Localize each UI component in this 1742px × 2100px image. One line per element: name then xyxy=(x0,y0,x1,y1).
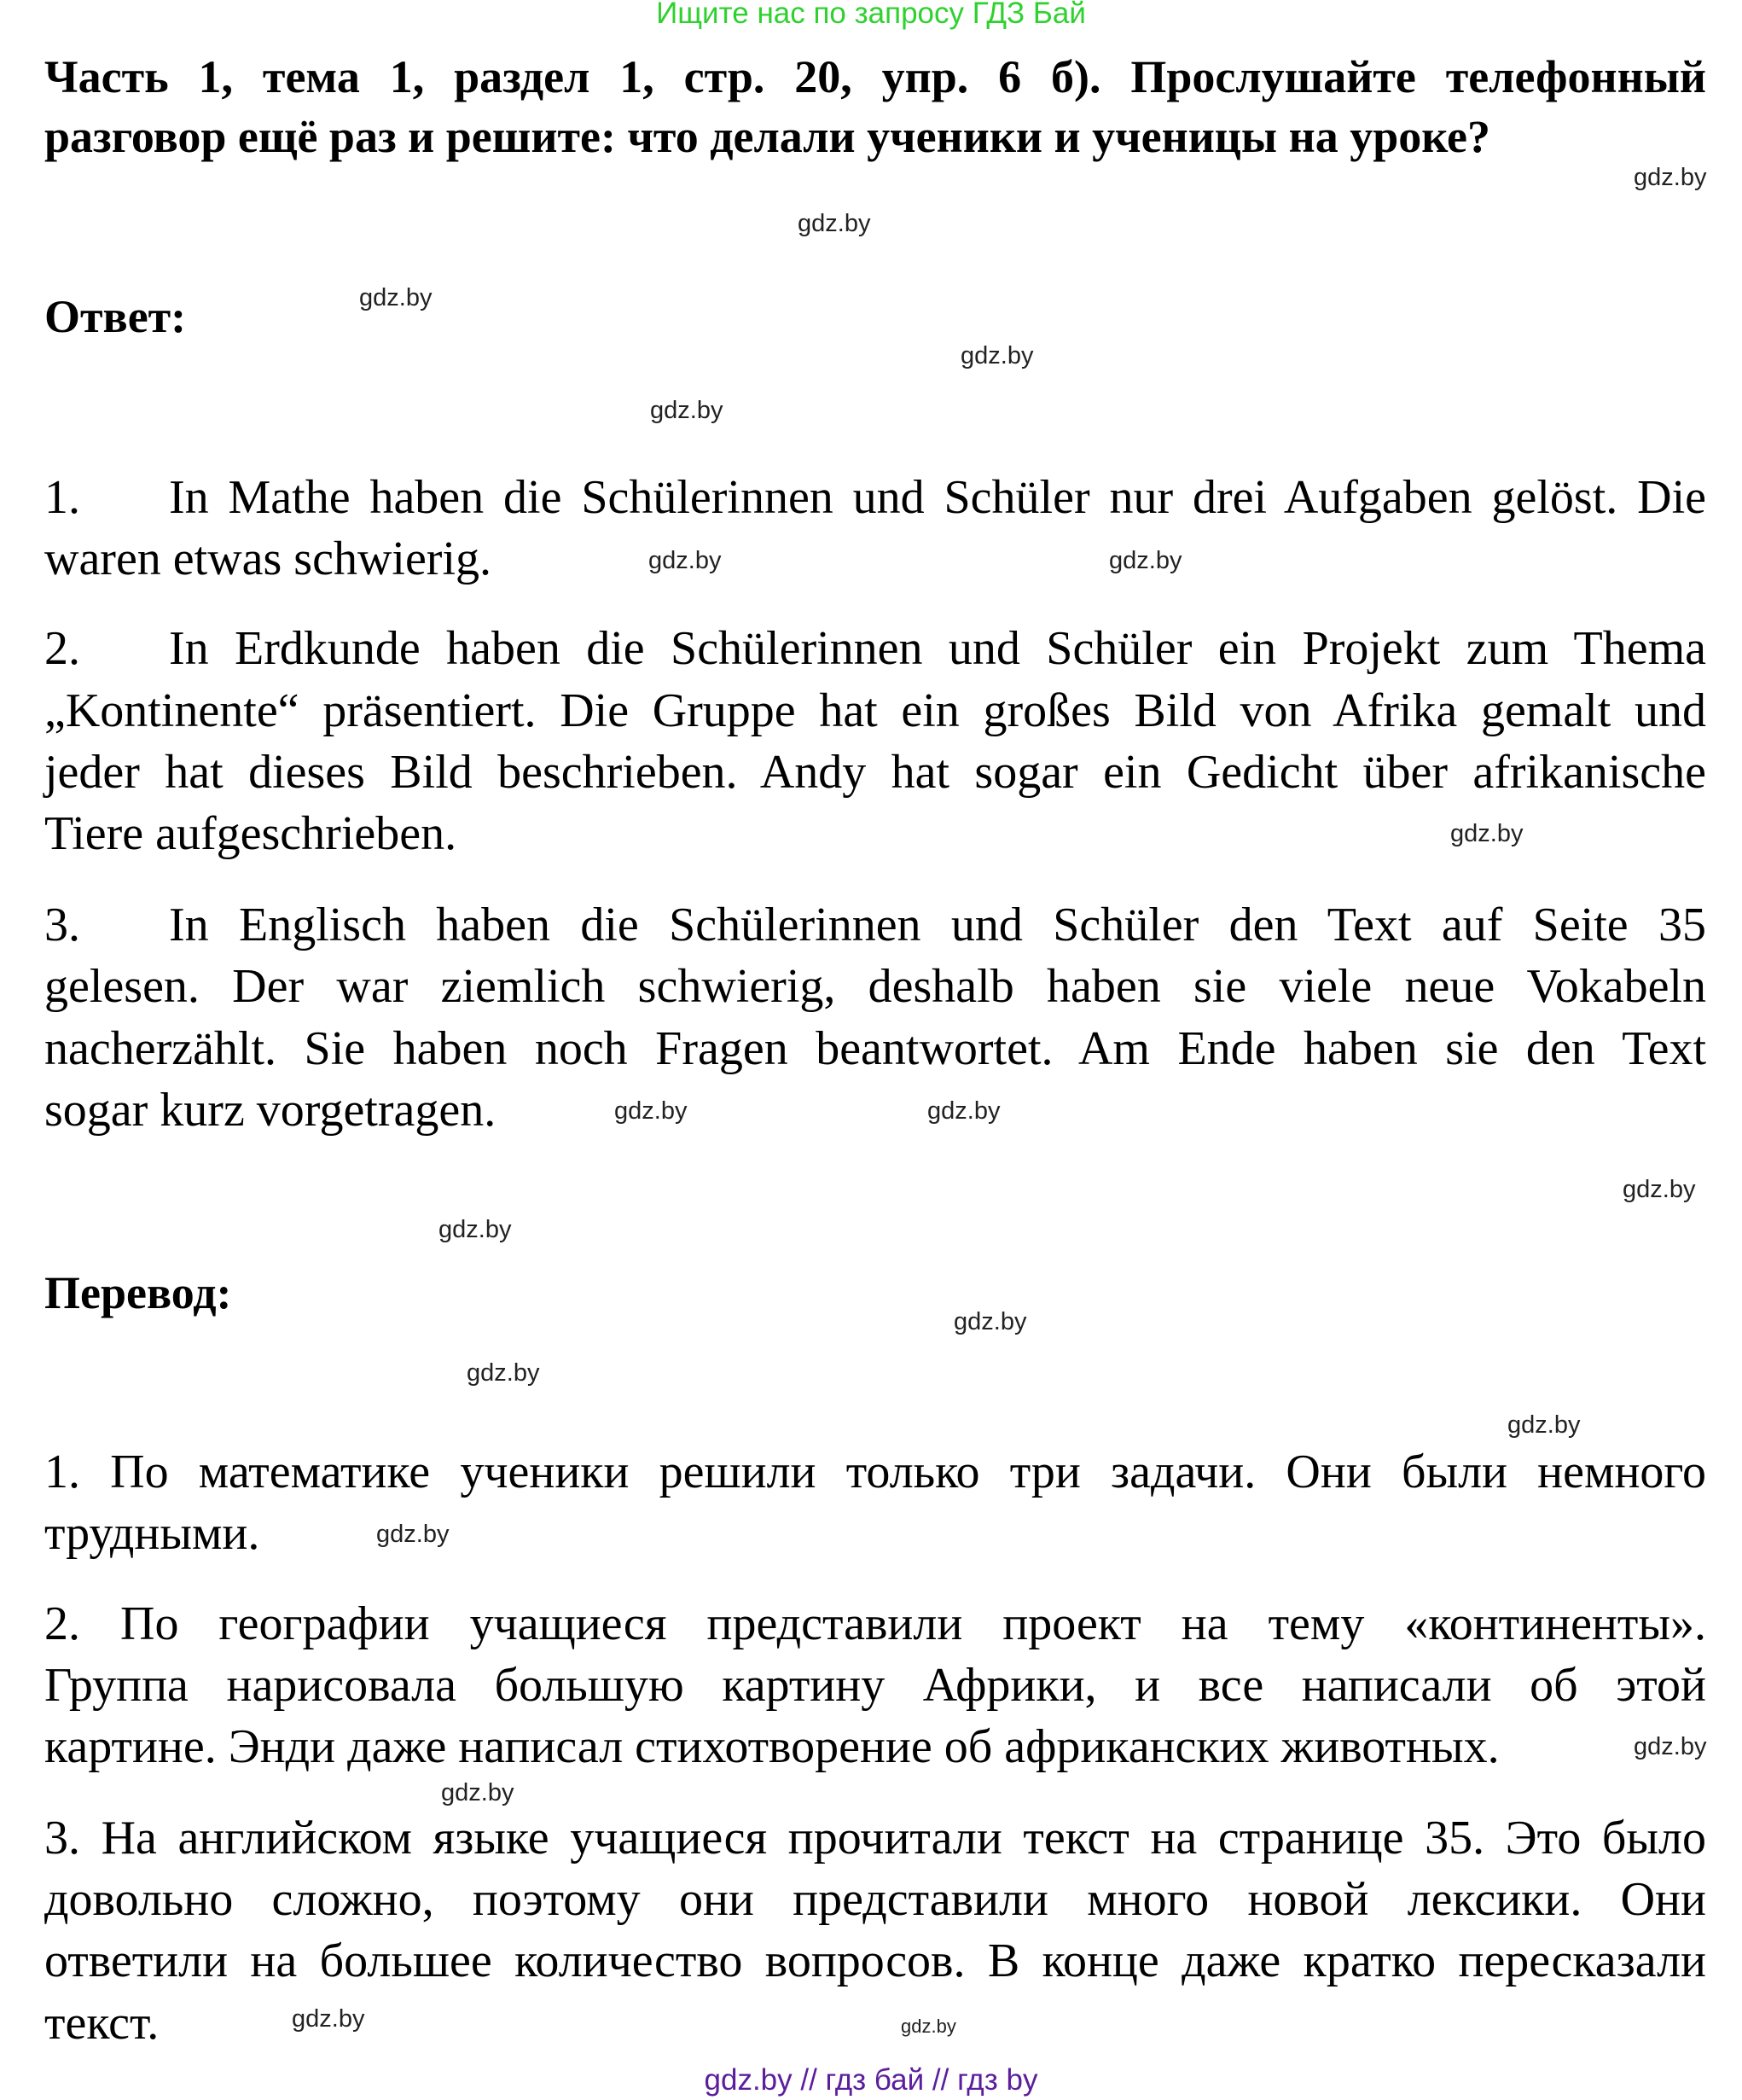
footer-links: gdz.by // гдз бай // гдз by xyxy=(704,2063,1038,2097)
watermark: gdz.by xyxy=(1623,1176,1696,1203)
watermark: gdz.by xyxy=(954,1308,1027,1335)
translation-line: Группа нарисовала большую картину Африки, и все написали об этой xyxy=(44,1659,1706,1712)
watermark: gdz.by xyxy=(1507,1411,1581,1439)
watermark: gdz.by xyxy=(359,284,433,311)
exercise-title-line: Часть 1, тема 1, раздел 1, стр. 20, упр. 6 б). Прослушайте телефонный xyxy=(44,51,1706,102)
watermark: gdz.by xyxy=(1109,547,1182,574)
watermark: gdz.by xyxy=(1450,820,1524,847)
watermark: gdz.by xyxy=(441,1779,514,1806)
watermark: gdz.by xyxy=(798,210,871,237)
search-hint-banner: Ищите нас по запросу ГДЗ Бай xyxy=(656,0,1086,30)
answer-line: gelesen. Der war ziemlich schwierig, deshalb haben sie viele neue Vokabeln xyxy=(44,960,1706,1013)
translation-line: довольно сложно, поэтому они представили много новой лексики. Они xyxy=(44,1873,1706,1926)
watermark: gdz.by xyxy=(961,342,1034,369)
answer-line: In Mathe haben die Schülerinnen und Schüler nur drei Aufgaben gelöst. Die xyxy=(169,471,1706,524)
translation-line: 3. На английском языке учащиеся прочитали текст на странице 35. Это было xyxy=(44,1812,1706,1864)
answer-line: nacherzählt. Sie haben noch Fragen beantwortet. Am Ende haben sie den Text xyxy=(44,1022,1706,1075)
watermark: gdz.by xyxy=(467,1359,540,1387)
watermark: gdz.by xyxy=(292,2005,365,2033)
translation-line: трудными. xyxy=(44,1507,260,1560)
answer-line: „Kontinente“ präsentiert. Die Gruppe hat ein großes Bild von Afrika gemalt und xyxy=(44,684,1706,737)
answer-line: In Englisch haben die Schülerinnen und Schüler den Text auf Seite 35 xyxy=(169,899,1706,951)
watermark: gdz.by xyxy=(648,547,722,574)
watermark: gdz.by xyxy=(376,1521,450,1548)
watermark: gdz.by xyxy=(927,1097,1001,1125)
watermark: gdz.by xyxy=(614,1097,688,1125)
translation-line: текст. xyxy=(44,1997,160,2050)
answer-line: Tiere aufgeschrieben. xyxy=(44,807,457,860)
translation-line: ответили на большее количество вопросов. В конце даже кратко пересказали xyxy=(44,1934,1706,1987)
answer-number: 2. xyxy=(44,622,80,675)
watermark: gdz.by xyxy=(901,2016,956,2037)
answer-line: jeder hat dieses Bild beschrieben. Andy hat sogar ein Gedicht über afrikanische xyxy=(44,746,1706,799)
answer-line: sogar kurz vorgetragen. xyxy=(44,1084,496,1137)
answer-number: 1. xyxy=(44,471,80,524)
watermark: gdz.by xyxy=(650,397,723,424)
translation-line: картине. Энди даже написал стихотворение об африканских животных. xyxy=(44,1720,1500,1773)
answer-line: In Erdkunde haben die Schülerinnen und Schüler ein Projekt zum Thema xyxy=(169,622,1706,675)
watermark: gdz.by xyxy=(1634,164,1707,191)
watermark: gdz.by xyxy=(1634,1733,1707,1760)
watermark: gdz.by xyxy=(438,1216,512,1243)
answer-line: waren etwas schwierig. xyxy=(44,532,492,585)
answer-heading: Ответ: xyxy=(44,291,187,342)
translation-line: 1. По математике ученики решили только три задачи. Они были немного xyxy=(44,1446,1706,1498)
translation-line: 2. По географии учащиеся представили проект на тему «континенты». xyxy=(44,1597,1706,1650)
answer-number: 3. xyxy=(44,899,80,951)
exercise-title-line: разговор ещё раз и решите: что делали ученики и ученицы на уроке? xyxy=(44,111,1490,162)
translation-heading: Перевод: xyxy=(44,1267,232,1318)
